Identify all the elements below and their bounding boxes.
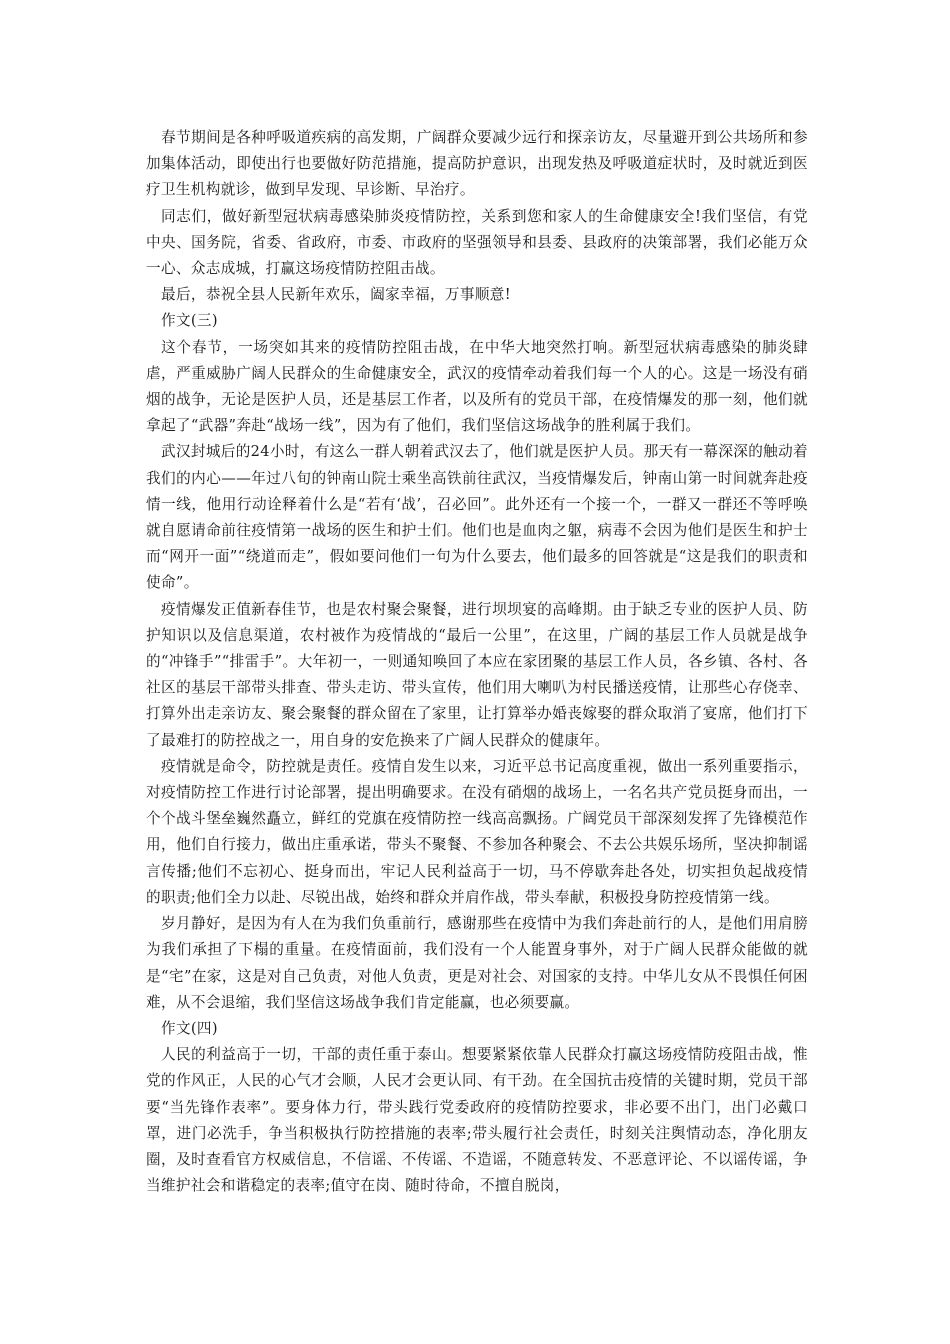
paragraph-essay3-party-members: 疫情就是命令，防控就是责任。疫情自发生以来，习近平总书记高度重视，做出一系列重要指示，对疫情防控工作进行讨论部署，提出明确要求。在没有硝烟的战场上，一名名共产党员挺身而出，一个个战斗堡垒巍然矗立，鲜红的党旗在疫情防控一线高高飘扬。广阔党员干部深刻发挥了先锋模范作用，他们自行接力，做出庄重承诺，带头不聚餐、不参加各种聚会、不去公共娱乐场所，坚决抑制谣言传播;他们不忘初心、挺身而出，牢记人民利益高于一切，马不停歇奔赴各处，切实担负起战疫情的职责;他们全力以赴、尽锐出战，始终和群众并肩作战，带头奉献，积极投身防控疫情第一线。 <box>146 757 808 906</box>
paragraph-essay3-medical-staff: 武汉封城后的24小时，有这么一群人朝着武汉去了，他们就是医护人员。那天有一幕深深的触动着我们的内心——年过八旬的钟南山院士乘坐高铁前往武汉，当疫情爆发后，钟南山第一时间就奔赴疫情一线，他用行动诠释着什么是“若有‘战’，召必回”。此外还有一个接一个，一群又一群还不等呼唤就自愿请命前往疫情第一战场的医生和护士们。他们也是血肉之躯，病毒不会因为他们是医生和护士而“网开一面”“绕道而走”，假如要问他们一句为什么要去，他们最多的回答就是“这是我们的职责和使命”。 <box>146 443 808 592</box>
paragraph-new-year-wishes: 最后，恭祝全县人民新年欢乐，阖家幸福，万事顺意! <box>161 286 511 304</box>
paragraph-comrades: 同志们，做好新型冠状病毒感染肺炎疫情防控，关系到您和家人的生命健康安全!我们坚信，有党中央、国务院，省委、省政府，市委、市政府的坚强领导和县委、县政府的决策部署，我们必能万众一心、众志成城，打赢这场疫情防控阻击战。 <box>146 207 808 278</box>
paragraph-essay4-intro: 人民的利益高于一切，干部的责任重于泰山。想要紧紧依靠人民群众打赢这场疫情防疫阻击战，惟党的作风正，人民的心气才会顺，人民才会更认同、有干劲。在全国抗击疫情的关键时期，党员干部要“当先锋作表率”。要身体力行，带头践行党委政府的疫情防控要求，非必要不出门，出门必戴口罩，进门必洗手，争当积极执行防控措施的表率;带头履行社会责任，时刻关注舆情动态，净化朋友圈，及时查看官方权威信息，不信谣、不传谣、不造谣，不随意转发、不恶意评论、不以谣传谣，争当维护社会和谐稳定的表率;值守在岗、随时待命，不擅自脱岗， <box>146 1046 808 1195</box>
section-heading-essay-4: 作文(四) <box>161 1019 218 1037</box>
paragraph-essay3-conclusion: 岁月静好，是因为有人在为我们负重前行，感谢那些在疫情中为我们奔赴前行的人，是他们用肩膀为我们承担了下榻的重量。在疫情面前，我们没有一个人能置身事外，对于广阔人民群众能做的就是“宅”在家，这是对自己负责，对他人负责，更是对社会、对国家的支持。中华儿女从不畏惧任何困难，从不会退缩，我们坚信这场战争我们肯定能赢，也必须要赢。 <box>146 915 808 1011</box>
paragraph-essay3-intro: 这个春节，一场突如其来的疫情防控阻击战，在中华大地突然打响。新型冠状病毒感染的肺炎肆虐，严重威胁广阔人民群众的生命健康安全，武汉的疫情牵动着我们每一个人的心。这是一场没有硝烟的战争，无论是医护人员，还是基层工作者，以及所有的党员干部，在疫情爆发的那一刻，他们就拿起了“武器”奔赴“战场一线”，因为有了他们，我们坚信这场战争的胜利属于我们。 <box>146 338 808 435</box>
section-heading-essay-3: 作文(三) <box>161 312 218 330</box>
paragraph-essay3-grassroots: 疫情爆发正值新春佳节，也是农村聚会聚餐，进行坝坝宴的高峰期。由于缺乏专业的医护人员、防护知识以及信息渠道，农村被作为疫情战的“最后一公里”，在这里，广阔的基层工作人员就是战争的“冲锋手”“排雷手”。大年初一，一则通知唤回了本应在家团聚的基层工作人员，各乡镇、各村、各社区的基层干部带头排查、带头走访、带头宣传，他们用大喇叭为村民播送疫情，让那些心存侥幸、打算外出走亲访友、聚会聚餐的群众留在了家里，让打算举办婚丧嫁娶的群众取消了宴席，他们打下了最难打的防控战之一，用自身的安危换来了广阔人民群众的健康年。 <box>146 600 808 749</box>
document-body <box>146 125 808 1199</box>
paragraph-spring-festival-advice: 春节期间是各种呼吸道疾病的高发期，广阔群众要减少远行和探亲访友，尽量避开到公共场所和参加集体活动，即使出行也要做好防范措施，提高防护意识，出现发热及呼吸道症状时，及时就近到医疗卫生机构就诊，做到早发现、早诊断、早治疗。 <box>146 129 808 199</box>
